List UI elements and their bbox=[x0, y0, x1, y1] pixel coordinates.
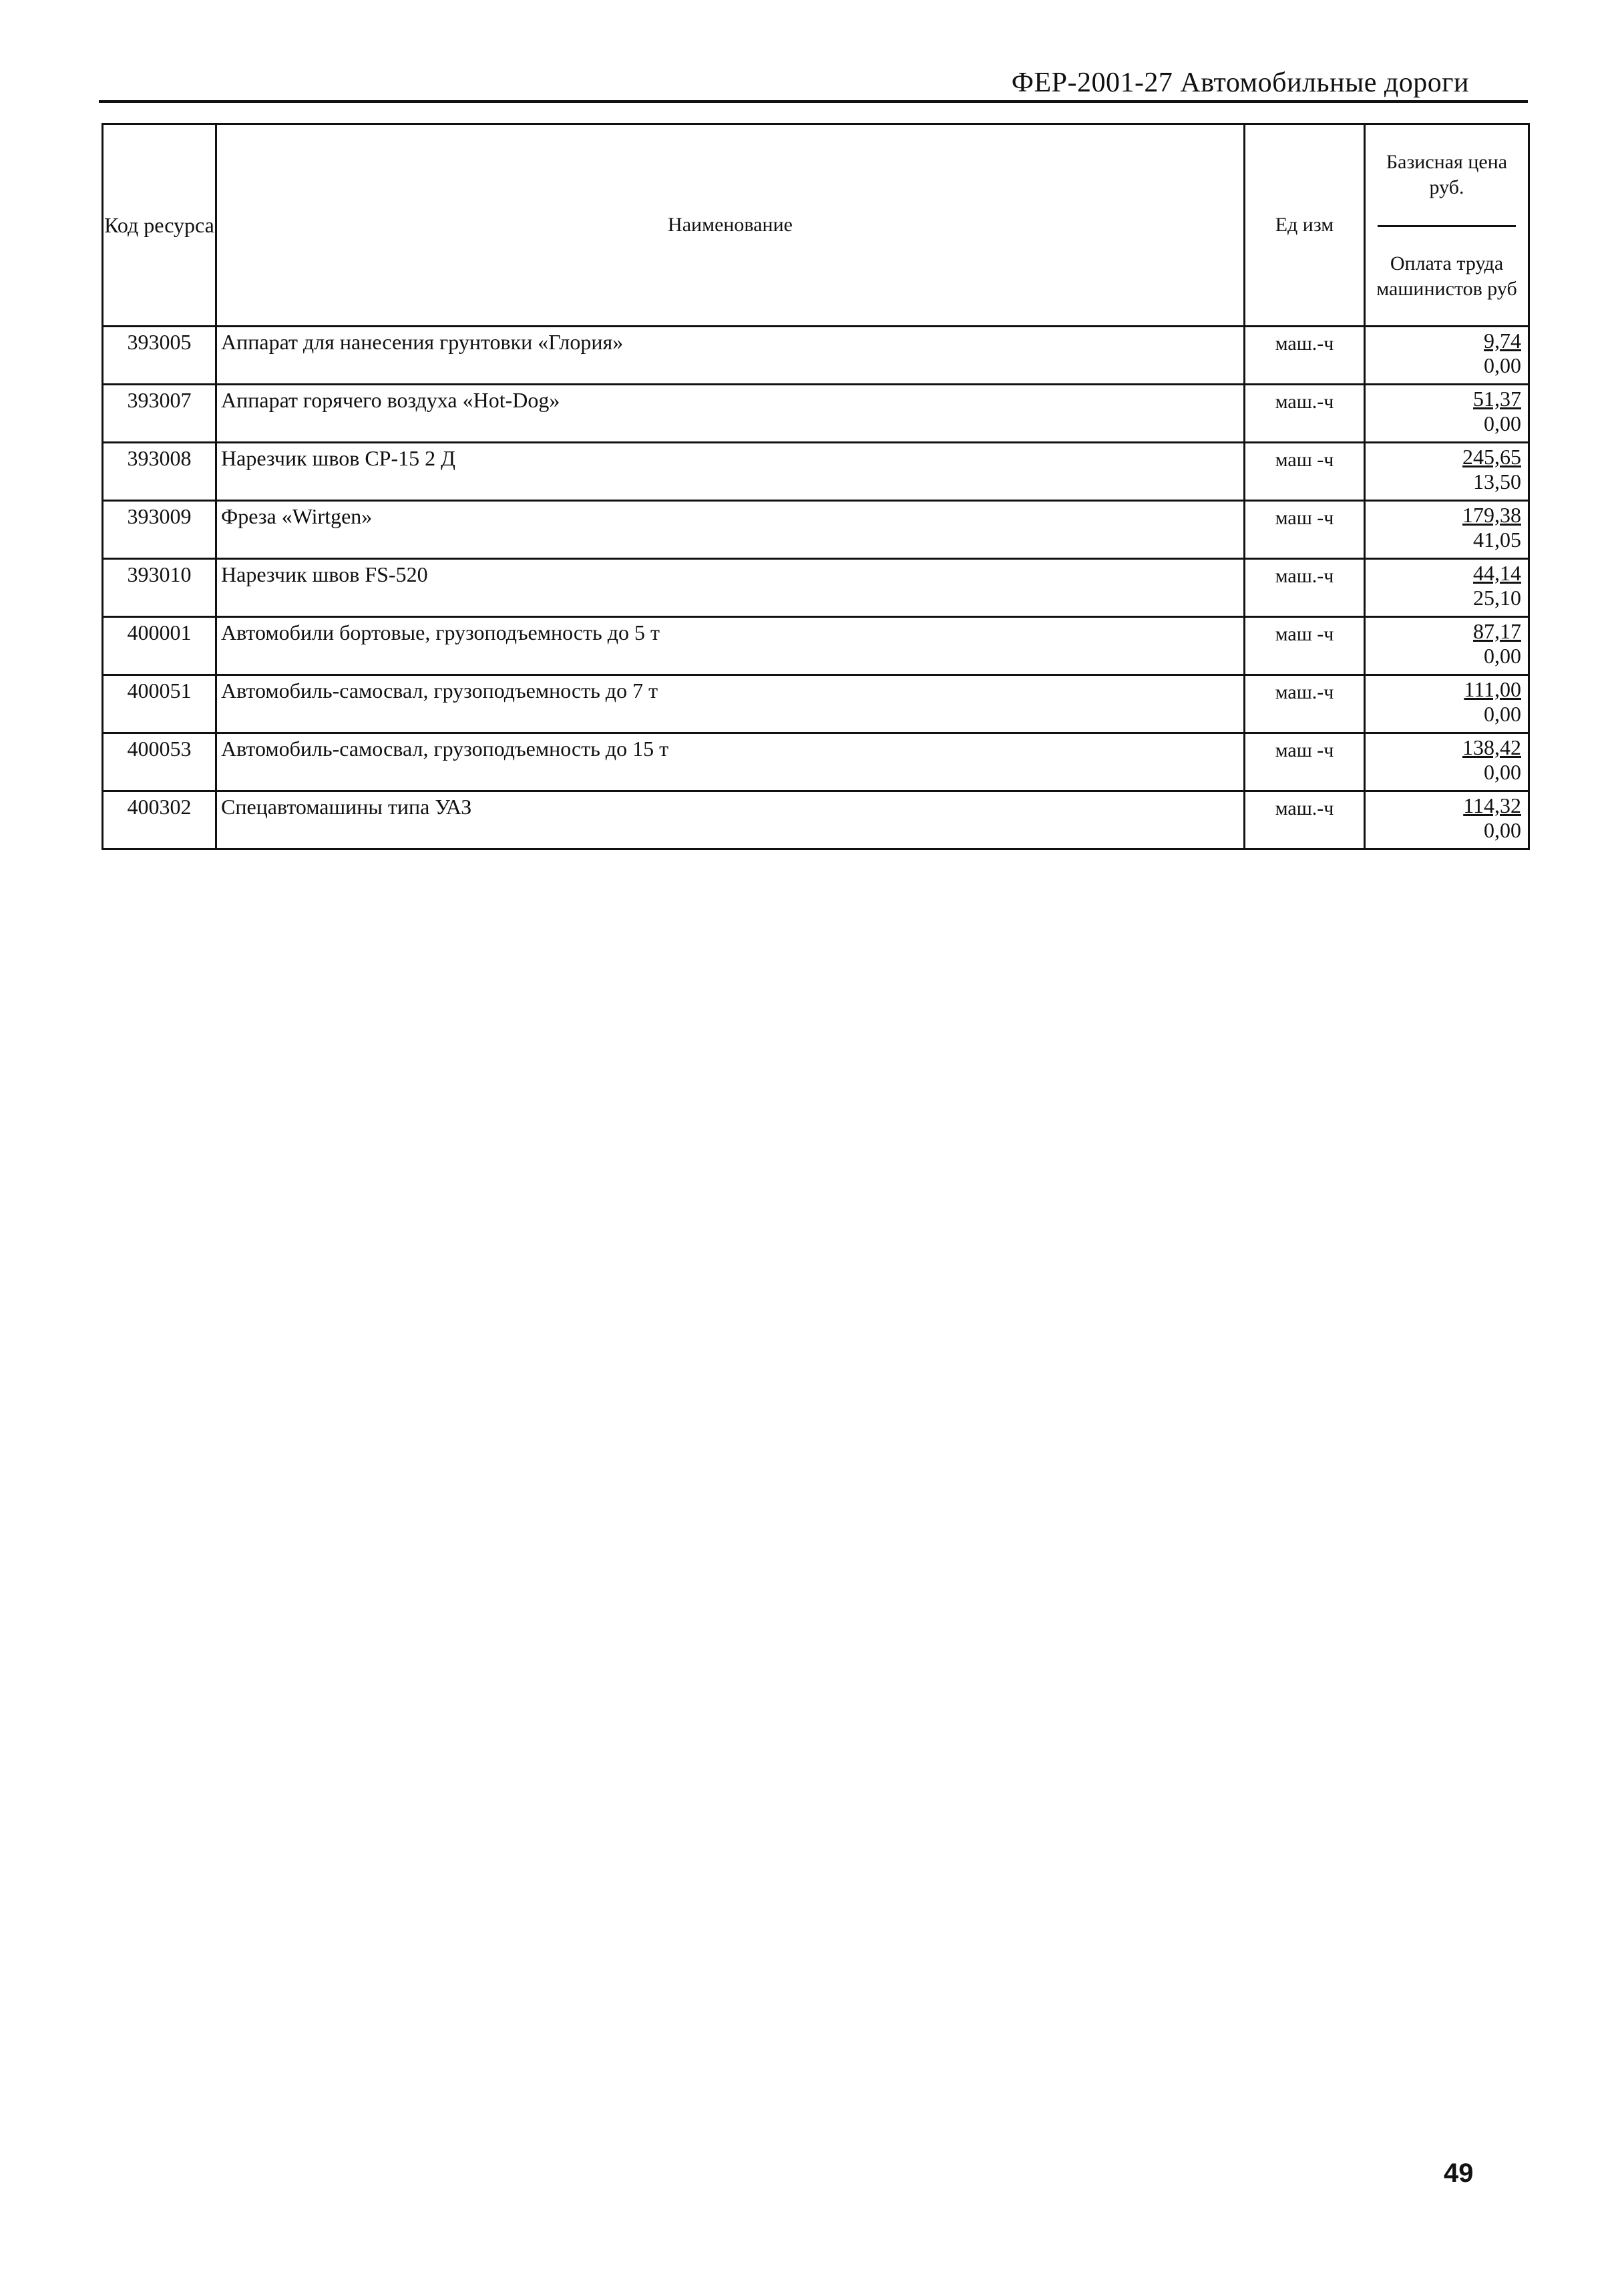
table-row bbox=[103, 385, 1529, 443]
cell-code: 400302 bbox=[103, 791, 216, 849]
cell-unit: маш.-ч bbox=[1245, 559, 1365, 617]
wage-value: 13,50 bbox=[1473, 469, 1521, 494]
cell-unit: маш -ч bbox=[1245, 617, 1365, 675]
cell-name: Фреза «Wirtgen» bbox=[216, 501, 1245, 559]
base-price-value: 51,37 bbox=[1473, 387, 1521, 411]
cell-name: Автомобили бортовые, грузоподъемность до 5 т bbox=[216, 617, 1245, 675]
cell-code: 393007 bbox=[103, 385, 216, 443]
table-row bbox=[103, 733, 1529, 791]
header-price bbox=[1365, 124, 1529, 327]
cell-code: 393010 bbox=[103, 559, 216, 617]
base-price-value: 245,65 bbox=[1462, 445, 1521, 469]
cell-unit: маш -ч bbox=[1245, 733, 1365, 791]
table-row bbox=[103, 617, 1529, 675]
wage-value: 25,10 bbox=[1473, 586, 1521, 610]
table-row bbox=[103, 443, 1529, 501]
table-header-row bbox=[103, 124, 1529, 327]
header-wage: Оплата труда машинистов руб bbox=[1376, 252, 1517, 300]
wage-value: 0,00 bbox=[1484, 411, 1521, 435]
cell-name: Нарезчик швов СР-15 2 Д bbox=[216, 443, 1245, 501]
base-price-value: 87,17 bbox=[1473, 619, 1521, 643]
header-unit: Ед изм bbox=[1245, 124, 1365, 327]
wage-value: 0,00 bbox=[1484, 353, 1521, 377]
cell-unit: маш -ч bbox=[1245, 443, 1365, 501]
wage-value: 0,00 bbox=[1484, 644, 1521, 668]
wage-value: 0,00 bbox=[1484, 818, 1521, 842]
base-price-value: 44,14 bbox=[1473, 561, 1521, 585]
cell-unit: маш -ч bbox=[1245, 501, 1365, 559]
cell-name: Автомобиль-самосвал, грузоподъемность до 15 т bbox=[216, 733, 1245, 791]
cell-name: Аппарат для нанесения грунтовки «Глория» bbox=[216, 327, 1245, 385]
cell-code: 400001 bbox=[103, 617, 216, 675]
cell-code: 400051 bbox=[103, 675, 216, 733]
base-price-value: 114,32 bbox=[1463, 793, 1521, 817]
header-code: Код ресурса bbox=[103, 124, 216, 327]
cell-code: 393005 bbox=[103, 327, 216, 385]
cell-unit: маш.-ч bbox=[1245, 675, 1365, 733]
cell-name: Нарезчик швов FS-520 bbox=[216, 559, 1245, 617]
resource-table bbox=[102, 123, 1530, 850]
cell-code: 393008 bbox=[103, 443, 216, 501]
table-row bbox=[103, 501, 1529, 559]
document-title: ФЕР-2001-27 Автомобильные дороги bbox=[1011, 67, 1469, 98]
table-row bbox=[103, 675, 1529, 733]
header-name: Наименование bbox=[216, 124, 1245, 327]
base-price-value: 9,74 bbox=[1484, 329, 1521, 353]
cell-price bbox=[1365, 501, 1529, 559]
cell-price bbox=[1365, 327, 1529, 385]
cell-price bbox=[1365, 559, 1529, 617]
base-price-value: 179,38 bbox=[1462, 503, 1521, 527]
wage-value: 41,05 bbox=[1473, 528, 1521, 552]
table-row bbox=[103, 791, 1529, 849]
table-row bbox=[103, 559, 1529, 617]
base-price-value: 111,00 bbox=[1464, 677, 1521, 701]
cell-name: Автомобиль-самосвал, грузоподъемность до 7 т bbox=[216, 675, 1245, 733]
cell-code: 400053 bbox=[103, 733, 216, 791]
cell-unit: маш.-ч bbox=[1245, 327, 1365, 385]
page-number: 49 bbox=[1444, 2158, 1474, 2188]
wage-value: 0,00 bbox=[1484, 702, 1521, 726]
cell-price bbox=[1365, 675, 1529, 733]
table-row bbox=[103, 327, 1529, 385]
cell-name: Спецавтомашины типа УАЗ bbox=[216, 791, 1245, 849]
cell-price bbox=[1365, 443, 1529, 501]
header-base-price: Базисная цена руб. bbox=[1378, 125, 1516, 227]
cell-price bbox=[1365, 617, 1529, 675]
cell-code: 393009 bbox=[103, 501, 216, 559]
base-price-value: 138,42 bbox=[1462, 735, 1521, 759]
cell-price bbox=[1365, 385, 1529, 443]
cell-name: Аппарат горячего воздуха «Hot-Dog» bbox=[216, 385, 1245, 443]
cell-price bbox=[1365, 733, 1529, 791]
cell-unit: маш.-ч bbox=[1245, 385, 1365, 443]
page-header bbox=[99, 64, 1528, 103]
cell-unit: маш.-ч bbox=[1245, 791, 1365, 849]
wage-value: 0,00 bbox=[1484, 760, 1521, 784]
cell-price bbox=[1365, 791, 1529, 849]
